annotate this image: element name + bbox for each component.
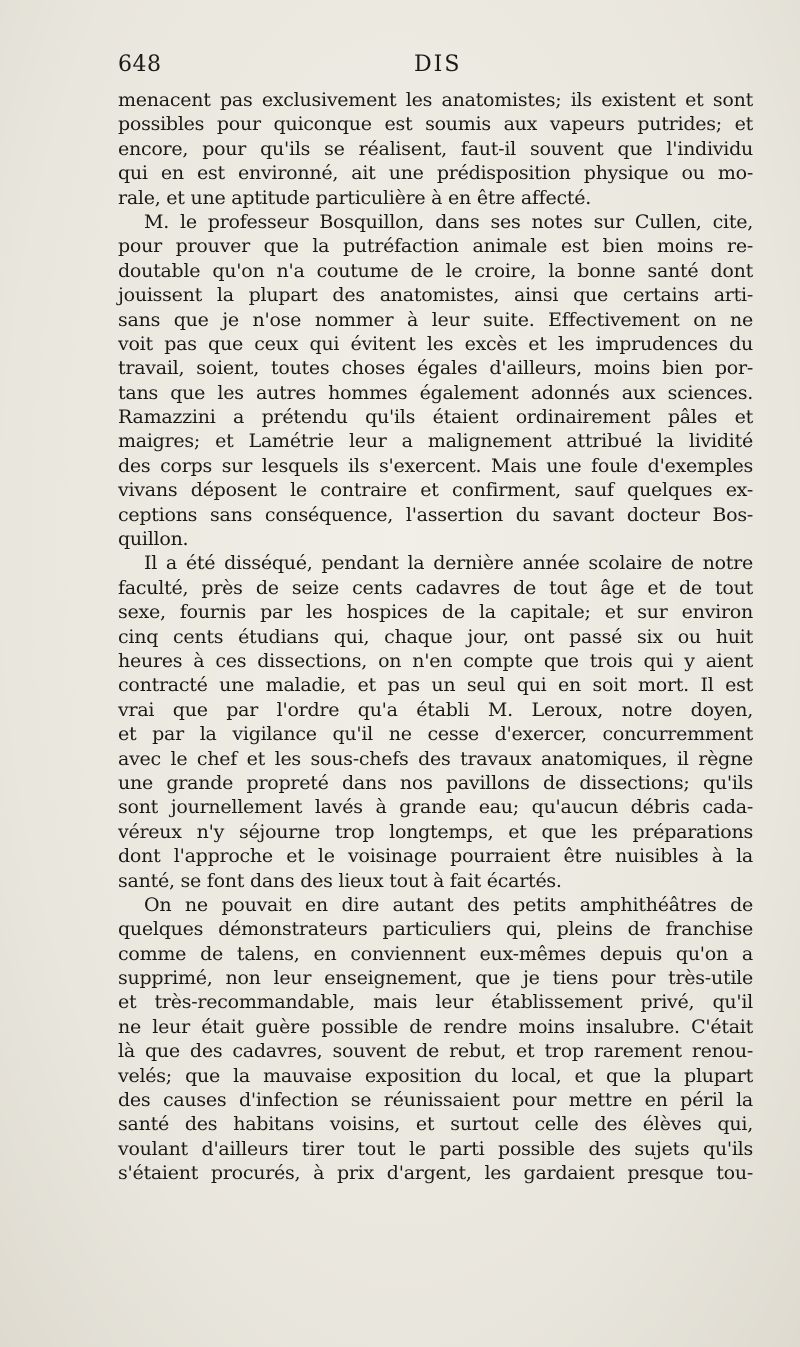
text-line: sont journellement lavés à grande eau; qu'aucun débris cada-: [118, 796, 753, 819]
text-line: une grande propreté dans nos pavillons de dissections; qu'ils: [118, 771, 753, 794]
text-line: Ramazzini a prétendu qu'ils étaient ordinairement pâles et: [118, 406, 753, 429]
text-line: sans que je n'ose nommer à leur suite. Effectivement on ne: [118, 308, 753, 331]
text-line: comme de talens, en conviennent eux-mêmes depuis qu'on a: [118, 942, 753, 965]
text-line: qui en est environné, ait une prédisposition physique ou mo-: [118, 162, 753, 185]
text-line: avec le chef et les sous-chefs des travaux anatomiques, il règne: [118, 747, 753, 770]
text-line: ne leur était guère possible de rendre moins insalubre. C'était: [118, 1015, 753, 1038]
text-line: M. le professeur Bosquillon, dans ses notes sur Cullen, cite,: [144, 210, 753, 233]
text-line: menacent pas exclusivement les anatomistes; ils existent et sont: [118, 89, 753, 111]
text-line: faculté, près de seize cents cadavres de tout âge et de tout: [118, 576, 753, 599]
text-line: supprimé, non leur enseignement, que je tiens pour très-utile: [118, 967, 753, 990]
text-line: ceptions sans conséquence, l'assertion du savant docteur Bos-: [118, 503, 753, 526]
text-line: des corps sur lesquels ils s'exercent. Mais une foule d'exemples: [118, 454, 753, 477]
page-header: [118, 52, 753, 82]
text-line: là que des cadavres, souvent de rebut, et trop rarement renou-: [118, 1040, 753, 1063]
text-line: quelques démonstrateurs particuliers qui, pleins de franchise: [118, 918, 753, 941]
text-line: travail, soient, toutes choses égales d'ailleurs, moins bien por-: [118, 357, 753, 380]
body-text: [118, 88, 753, 1186]
text-line: doutable qu'on n'a coutume de le croire, la bonne santé dont: [118, 259, 753, 282]
text-line: contracté une maladie, et pas un seul qui en soit mort. Il est: [118, 674, 753, 697]
text-line: santé, se font dans des lieux tout à fait écartés.: [118, 869, 562, 892]
text-line: véreux n'y séjourne trop longtemps, et que les préparations: [118, 820, 753, 843]
text-line: pour prouver que la putréfaction animale est bien moins re-: [118, 235, 753, 258]
text-line: encore, pour qu'ils se réalisent, faut-il souvent que l'individu: [118, 137, 753, 160]
text-line: voulant d'ailleurs tirer tout le parti possible des sujets qu'ils: [118, 1137, 753, 1160]
text-line: quillon.: [118, 528, 189, 551]
text-line: maigres; et Lamétrie leur a malignement attribué la lividité: [118, 430, 753, 453]
text-line: heures à ces dissections, on n'en compte que trois qui y aient: [118, 649, 753, 672]
text-line: dont l'approche et le voisinage pourraient être nuisibles à la: [118, 845, 753, 868]
running-head: DIS: [414, 52, 462, 77]
text-line: voit pas que ceux qui évitent les excès et les imprudences du: [118, 332, 753, 355]
text-line: velés; que la mauvaise exposition du local, et que la plupart: [118, 1064, 753, 1087]
text-line: On ne pouvait en dire autant des petits amphithéâtres de: [144, 893, 753, 916]
text-line: vivans déposent le contraire et confirment, sauf quelques ex-: [118, 479, 753, 502]
text-line: jouissent la plupart des anatomistes, ainsi que certains arti-: [118, 284, 753, 307]
text-line: et très-recommandable, mais leur établissement privé, qu'il: [118, 991, 753, 1014]
text-line: s'étaient procurés, à prix d'argent, les gardaient presque tou-: [118, 1162, 753, 1185]
text-line: des causes d'infection se réunissaient pour mettre en péril la: [118, 1089, 753, 1112]
text-line: et par la vigilance qu'il ne cesse d'exercer, concurremment: [118, 723, 753, 746]
text-line: cinq cents étudians qui, chaque jour, ont passé six ou huit: [118, 625, 753, 648]
text-line: rale, et une aptitude particulière à en être affecté.: [118, 186, 592, 209]
text-line: tans que les autres hommes également adonnés aux sciences.: [118, 381, 753, 404]
text-line: Il a été disséqué, pendant la dernière année scolaire de notre: [144, 552, 753, 575]
text-line: vrai que par l'ordre qu'a établi M. Leroux, notre doyen,: [118, 698, 753, 721]
text-line: sexe, fournis par les hospices de la capitale; et sur environ: [118, 601, 753, 624]
page-number: 648: [118, 52, 162, 77]
text-line: santé des habitans voisins, et surtout celle des élèves qui,: [118, 1113, 753, 1136]
text-line: possibles pour quiconque est soumis aux vapeurs putrides; et: [118, 113, 753, 136]
